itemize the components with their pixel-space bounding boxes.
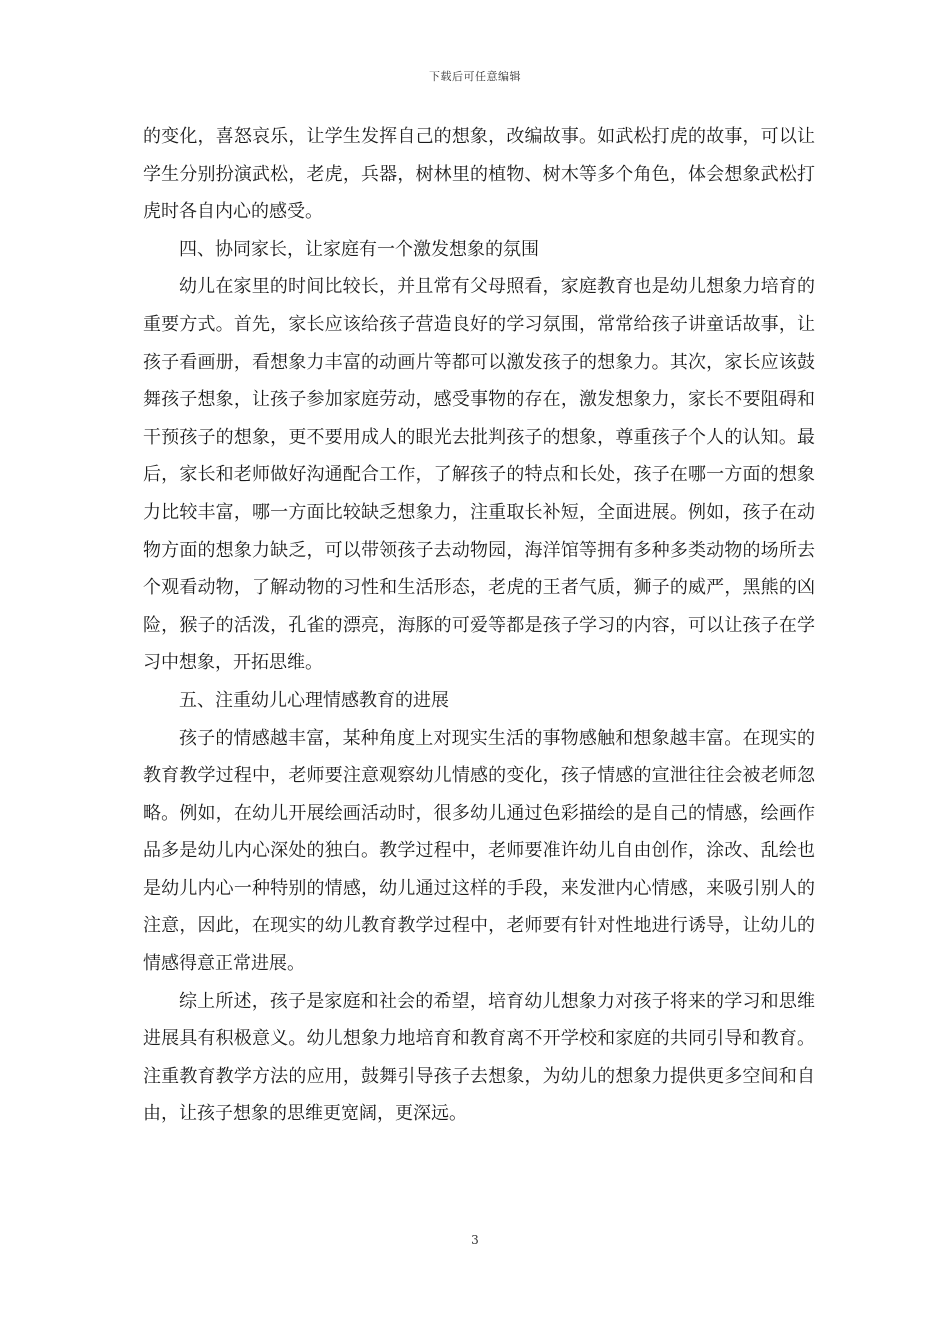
paragraph-emotional-education: 孩子的情感越丰富，某种角度上对现实生活的事物感触和想象越丰富。在现实的教育教学过程中，老师要注意观察幼儿情感的变化，孩子情感的宣泄往往会被老师忽略。例如，在幼儿开展绘画活动时，很多幼儿通过色彩描绘的是自己的情感，绘画作品多是幼儿内心深处的独白。教学过程中，老师要准许幼儿自由创作，涂改、乱绘也是幼儿内心一种特别的情感，幼儿通过这样的手段，来发泄内心情感，来吸引别人的注意，因此，在现实的幼儿教育教学过程中，老师要有针对性地进行诱导，让幼儿的情感得意正常进展。	[143, 727, 815, 975]
page-number: 3	[471, 1233, 479, 1247]
paragraph-conclusion: 综上所述，孩子是家庭和社会的希望，培育幼儿想象力对孩子将来的学习和思维进展具有积极意义。幼儿想象力地培育和教育离不开学校和家庭的共同引导和教育。注重教育教学方法的应用，鼓舞引导孩子去想象，为幼儿的想象力提供更多空间和自由，让孩子想象的思维更宽阔，更深远。	[143, 990, 815, 1125]
page-header: 下载后可任意编辑	[429, 70, 521, 83]
section-heading-four: 四、协同家长，让家庭有一个激发想象的氛围	[179, 238, 539, 260]
paragraph-family-education: 幼儿在家里的时间比较长，并且常有父母照看，家庭教育也是幼儿想象力培育的重要方式。首先，家长应该给孩子营造良好的学习氛围，常常给孩子讲童话故事，让孩子看画册，看想象力丰富的动画片等都可以激发孩子的想象力。其次，家长应该鼓舞孩子想象，让孩子参加家庭劳动，感受事物的存在，激发想象力，家长不要阻碍和干预孩子的想象，更不要用成人的眼光去批判孩子的想象，尊重孩子个人的认知。最后，家长和老师做好沟通配合工作，了解孩子的特点和长处，孩子在哪一方面的想象力比较丰富，哪一方面比较缺乏想象力，注重取长补短，全面进展。例如，孩子在动物方面的想象力缺乏，可以带领孩子去动物园，海洋馆等拥有多种多类动物的场所去个观看动物，了解动物的习性和生活形态，老虎的王者气质，狮子的威严，黑熊的凶险，猴子的活泼，孔雀的漂亮，海豚的可爱等都是孩子学习的内容，可以让孩子在学习中想象，开拓思维。	[143, 276, 815, 674]
section-heading-five: 五、注重幼儿心理情感教育的进展	[179, 689, 449, 711]
document-body	[143, 118, 815, 1133]
paragraph-continuation: 的变化，喜怒哀乐，让学生发挥自己的想象，改编故事。如武松打虎的故事，可以让学生分别扮演武松，老虎，兵器，树林里的植物、树木等多个角色，体会想象武松打虎时各自内心的感受。	[143, 126, 815, 223]
